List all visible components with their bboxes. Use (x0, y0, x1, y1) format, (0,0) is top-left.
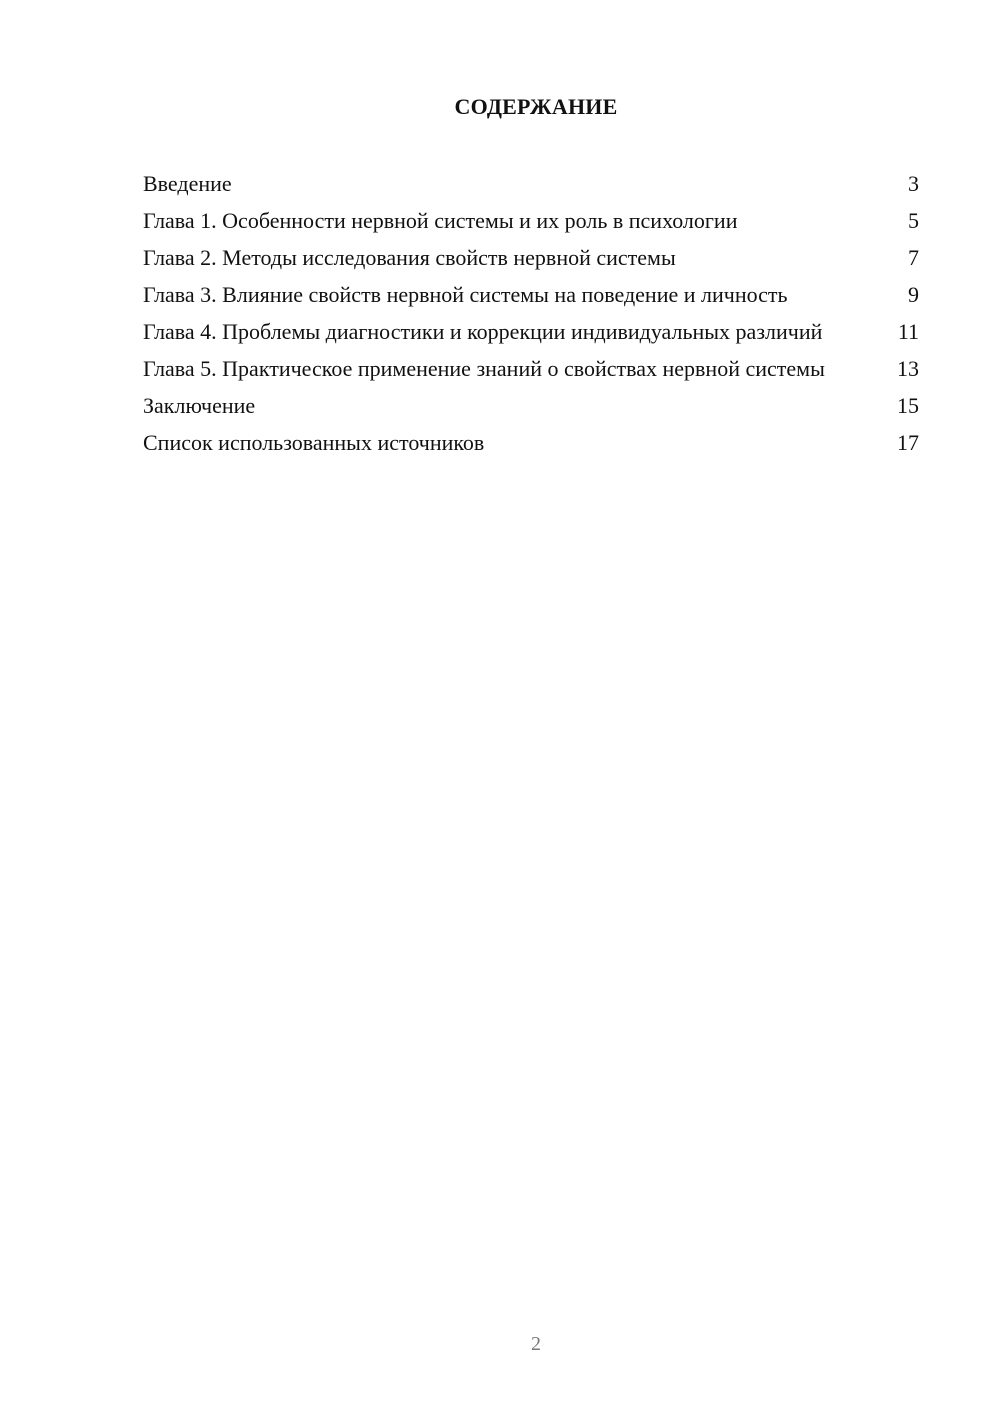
toc-entry-chapter-1 (143, 207, 919, 234)
toc-entry-chapter-4 (143, 318, 919, 345)
toc-entry-page: 13 (897, 356, 919, 381)
toc-entry-chapter-2 (143, 244, 919, 271)
table-of-contents (143, 170, 919, 466)
toc-entry-page: 17 (897, 430, 919, 455)
toc-entry-text: Глава 1. Особенности нервной системы и их роль в психологии (143, 208, 738, 233)
toc-entry-page: 15 (897, 393, 919, 418)
toc-title: СОДЕРЖАНИЕ (454, 94, 618, 119)
toc-entry-page: 11 (897, 319, 919, 344)
toc-entry-text: Введение (143, 171, 232, 196)
toc-entry-chapter-5 (143, 355, 919, 382)
toc-entry-page: 7 (908, 245, 919, 270)
toc-entry-text: Глава 3. Влияние свойств нервной системы на поведение и личность (143, 282, 788, 307)
toc-entry-text: Глава 4. Проблемы диагностики и коррекции индивидуальных различий (143, 319, 823, 344)
toc-entry-text: Заключение (143, 393, 256, 418)
toc-entry-text: Глава 5. Практическое применение знаний о свойствах нервной системы (143, 356, 825, 381)
toc-entry-chapter-3 (143, 281, 919, 308)
toc-entry-conclusion (143, 392, 919, 419)
toc-entry-page: 3 (908, 171, 919, 196)
toc-entry-text: Список использованных источников (143, 430, 485, 455)
toc-entry-page: 5 (908, 208, 919, 233)
toc-entry-text: Глава 2. Методы исследования свойств нервной системы (143, 245, 676, 270)
page-number: 2 (531, 1333, 541, 1355)
toc-entry-references (143, 429, 919, 456)
toc-entry-introduction (143, 170, 919, 197)
toc-entry-page: 9 (908, 282, 919, 307)
